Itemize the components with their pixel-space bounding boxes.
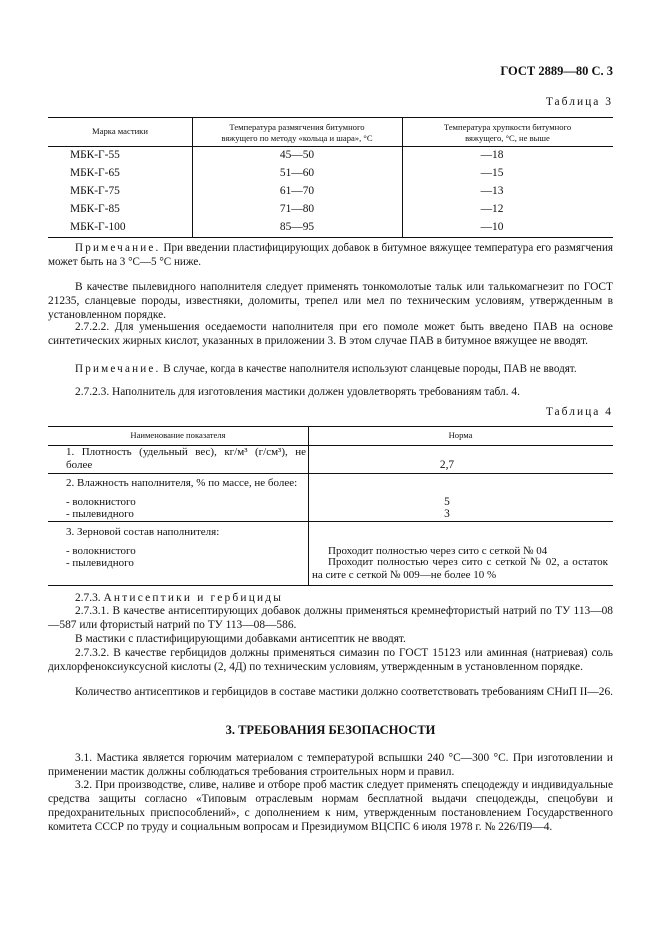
table3-cell-brand: МБК-Г-55 — [70, 149, 120, 161]
table3-cell-brand: МБК-Г-65 — [70, 167, 120, 179]
table4-cell-density — [66, 446, 306, 472]
table4-cell-dusty-value: 3 — [444, 508, 450, 520]
paragraph: 2.7.2.3. Наполнитель для изготовления мастики должен удовлетворять требованиям табл. 4. — [75, 386, 520, 398]
table4-cell-fibrous: - волокнистого — [66, 545, 136, 557]
table4-cell-dusty-value: Проходит полностью через сито с сеткой № 02, а остаток на сите с сеткой № 009—не более 10 % — [312, 556, 608, 581]
table3-cell-softening: 51—60 — [279, 167, 315, 179]
table3-cell-brittleness: —15 — [480, 167, 504, 179]
table3-header-brittleness: вяжущего, °С, не выше — [465, 133, 550, 143]
table4-cell-grain: 3. Зерновой состав наполнителя: — [66, 526, 220, 538]
table3-top-rule — [48, 117, 613, 118]
paragraph: 3.1. Мастика является горючим материалом с температурой вспышки 240 °С—300 °С. При изготовлении и применении мастик должны соблюдаться требования строительных норм и правил. — [48, 752, 613, 778]
table3-header-brand: Марка мастики — [92, 126, 148, 136]
table3-header-rule — [48, 146, 613, 147]
note-2 — [48, 362, 613, 376]
table3-cell-brittleness: —10 — [480, 221, 504, 233]
table3-cell-brittleness: —12 — [480, 203, 504, 215]
note-label: Примечание. — [75, 363, 161, 375]
section-number: 2.7.3. — [75, 592, 101, 604]
table4-top-rule — [48, 426, 613, 427]
table4-caption: Таблица 4 — [545, 406, 613, 418]
density-label: 1. Плотность (удельный вес), кг/м³ (г/см³), не более — [66, 446, 306, 471]
note-text: При введении пластифицирующих добавок в битумное вяжущее температура его размягчения может быть на 3 °С—5 °С ниже. — [48, 242, 613, 268]
table4-header-indicator: Наименование показателя — [130, 430, 226, 440]
table4-bottom-rule — [48, 585, 613, 586]
table3-cell-brittleness: —13 — [480, 185, 504, 197]
table4-header-norm: Норма — [448, 430, 473, 440]
paragraph: В качестве пылевидного наполнителя следует применять тонкомолотые тальк или талькомагнезит по ГОСТ 21235, сланцевые породы, известняки, доломиты, трепел или мел по техническим условиям, утвержденным в установленном порядке. — [48, 281, 613, 321]
table4-cell-fibrous-value: Проходит полностью через сито с сеткой № 04 — [328, 545, 548, 557]
table4-cell-fibrous-value: 5 — [444, 496, 450, 508]
paragraph: Количество антисептиков и гербицидов в составе мастики должно соответствовать требованиям СНиП II—26. — [75, 686, 614, 698]
table3-note — [48, 241, 613, 269]
table3-cell-brittleness: —18 — [480, 149, 504, 161]
table3-cell-brand: МБК-Г-75 — [70, 185, 120, 197]
table4-cell-density-value: 2,7 — [439, 459, 455, 471]
table3-caption: Таблица 3 — [545, 96, 613, 108]
table3-cell-brand: МБК-Г-85 — [70, 203, 120, 215]
table3-header-softening: вяжущего по методу «кольца и шара», °С — [221, 133, 373, 143]
note-text: В случае, когда в качестве наполнителя используют сланцевые породы, ПАВ не вводят. — [163, 363, 577, 375]
table4-cell-moisture: 2. Влажность наполнителя, % по массе, не более: — [66, 477, 298, 489]
table4-cell-dusty: - пылевидного — [66, 508, 134, 520]
table3-cell-softening: 85—95 — [279, 221, 315, 233]
table3-header-softening: Температура размягчения битумного — [229, 122, 365, 132]
section-273-title — [48, 591, 613, 605]
paragraph: 2.7.3.1. В качестве антисептирующих добавок должны применяться кремнефтористый натрий по ТУ 113—08—587 или фтористый натрий по ТУ 113—08—586. — [48, 605, 613, 631]
paragraph: В мастики с пластифицирующими добавками антисептик не вводят. — [75, 633, 406, 645]
table3-bottom-rule — [48, 237, 613, 238]
table4-row-rule — [48, 521, 613, 522]
table3-cell-softening: 61—70 — [279, 185, 315, 197]
table4-row-rule — [48, 473, 613, 474]
paragraph: 2.7.2.2. Для уменьшения оседаемости наполнителя при его помоле может быть введено ПАВ на основе синтетических жирных кислот, указанных в приложении 3. В этом случае ПАВ в битумное вяжущее не вводят. — [48, 321, 613, 347]
paragraph: 2.7.3.2. В качестве гербицидов должны применяться симазин по ГОСТ 15123 или аминная (натриевая) соль дихлорфеноксиуксусной кислоты (2, 4Д) по техническим условиям, утвержденным в установленном порядке. — [48, 647, 613, 673]
table4-cell-fibrous: - волокнистого — [66, 496, 136, 508]
paragraph: 3.2. При производстве, сливе, наливе и отборе проб мастик следует применять спецодежду и индивидуальные средства защиты согласно «Типовым отраслевым нормам бесплатной выдачи спецодежды, спецобуви и предохранительных приспособлений», с дополнением к ним, утвержденным постановлением Государственного комитета СССР по труду и социальным вопросам и Президиумом ВЦСПС 6 июля 1978 г. № 226/П9—4. — [48, 779, 613, 833]
table3-cell-softening: 45—50 — [279, 149, 315, 161]
page-header: ГОСТ 2889—80 С. 3 — [500, 64, 613, 78]
section-title: Антисептики и гербициды — [103, 592, 284, 604]
section-heading: 3. ТРЕБОВАНИЯ БЕЗОПАСНОСТИ — [225, 723, 436, 737]
table4-cell-dusty: - пылевидного — [66, 557, 134, 569]
table3-header-brittleness: Температура хрупкости битумного — [443, 122, 572, 132]
table3-cell-softening: 71—80 — [279, 203, 315, 215]
note-label: Примечание. — [75, 242, 161, 254]
table3-cell-brand: МБК-Г-100 — [70, 221, 126, 233]
